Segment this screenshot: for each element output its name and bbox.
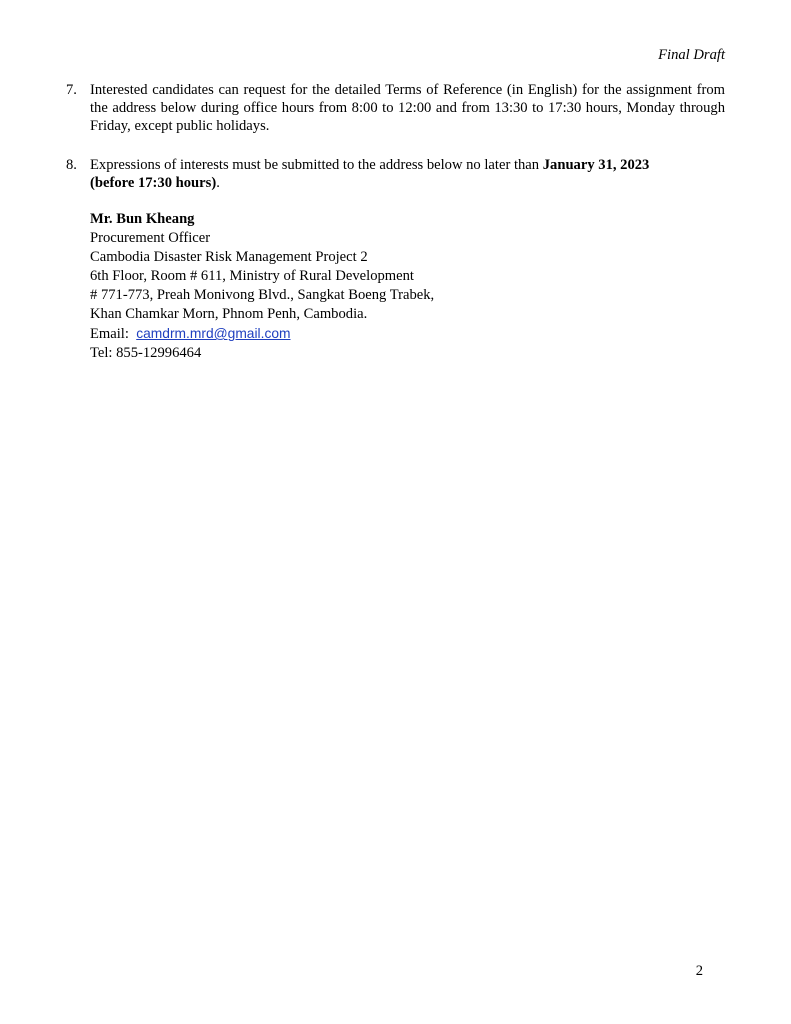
list-item-8 (66, 156, 725, 192)
contact-name: Mr. Bun Kheang (90, 211, 195, 227)
submission-deadline-time: (before 17:30 hours) (90, 175, 217, 191)
submission-text: Expressions of interests must be submitted to the address below no later than (90, 157, 543, 173)
list-item-7 (66, 81, 725, 135)
contact-email-link[interactable]: camdrm.mrd@gmail.com (136, 326, 291, 341)
contact-address-line1: 6th Floor, Room # 611, Ministry of Rural Development (90, 268, 414, 284)
contact-email-row (90, 324, 434, 344)
submission-deadline-date: January 31, 2023 (542, 157, 650, 173)
contact-email-label: Email: (90, 326, 129, 342)
list-item-number: 8. (66, 157, 77, 173)
contact-project: Cambodia Disaster Risk Management Project 2 (90, 249, 368, 265)
submission-text-end: . (216, 175, 220, 191)
list-item-text: Interested candidates can request for the detailed Terms of Reference (in English) for the assignment from the address below during office hours from 8:00 to 12:00 and from 13:30 to 17:30 hours, Monday through Friday, except public holidays. (90, 82, 725, 134)
list-item-number: 7. (66, 82, 77, 98)
contact-block (90, 210, 434, 363)
draft-status-label: Final Draft (658, 47, 725, 63)
page-number: 2 (695, 963, 703, 979)
contact-address-line3: Khan Chamkar Morn, Phnom Penh, Cambodia. (90, 306, 368, 322)
contact-address-line2: # 771-773, Preah Monivong Blvd., Sangkat Boeng Trabek, (90, 287, 435, 303)
list-item-text (90, 156, 725, 192)
contact-tel: Tel: 855-12996464 (90, 345, 202, 361)
contact-title: Procurement Officer (90, 230, 211, 246)
